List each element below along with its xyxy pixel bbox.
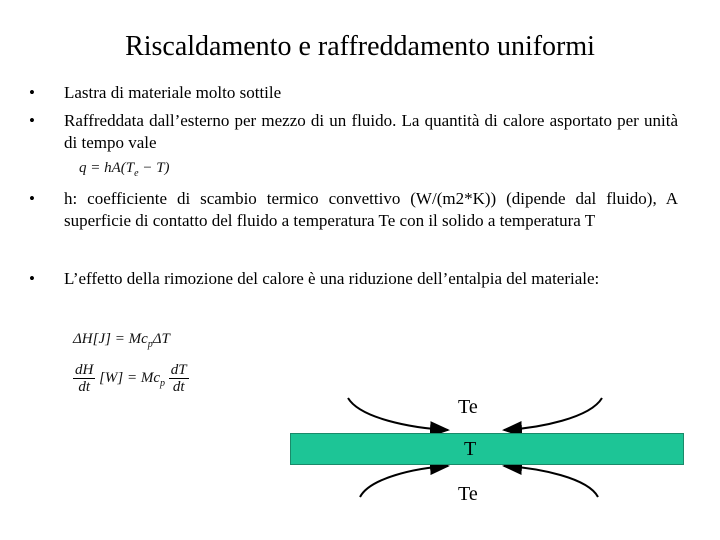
slab-temperature-label: T <box>464 438 477 460</box>
heat-flux-equation: $q = hA(T_e - T)$ <box>79 160 170 179</box>
fluid-temperature-bottom-label: Te <box>458 483 478 505</box>
bullet-text: Lastra di materiale molto sottile <box>64 83 282 102</box>
top-left-arrow <box>348 398 448 430</box>
top-right-arrow <box>504 398 602 430</box>
bullet-dot: • <box>29 111 35 130</box>
fluid-temperature-top-label: Te <box>458 396 478 418</box>
bullet-dot: • <box>29 269 35 288</box>
enthalpy-equation: $\Delta H[J] = Mc_p\Delta T$ <box>73 331 170 350</box>
bottom-left-arrow <box>360 466 448 497</box>
bullet-text: h: coefficiente di scambio termico convettivo (W/(m2*K)) (dipende dal fluido), A superficie di contatto del fluido a temperatura Te con il solido a temperatura T <box>64 189 678 230</box>
slide-title: Riscaldamento e raffreddamento uniformi <box>125 31 595 62</box>
bottom-right-arrow <box>504 466 598 497</box>
enthalpy-rate-equation: $\frac{dH}{dt}$ $[W] = Mc_p$ $\frac{dT}{dt}$ <box>75 362 187 395</box>
bullet-dot: • <box>29 189 35 208</box>
material-slab <box>290 433 684 465</box>
bullet-dot: • <box>29 83 35 102</box>
bullet-text: Raffreddata dall’esterno per mezzo di un fluido. La quantità di calore asportato per unità di tempo vale <box>64 111 678 152</box>
bullet-text: L’effetto della rimozione del calore è una riduzione dell’entalpia del materiale: <box>64 269 600 288</box>
